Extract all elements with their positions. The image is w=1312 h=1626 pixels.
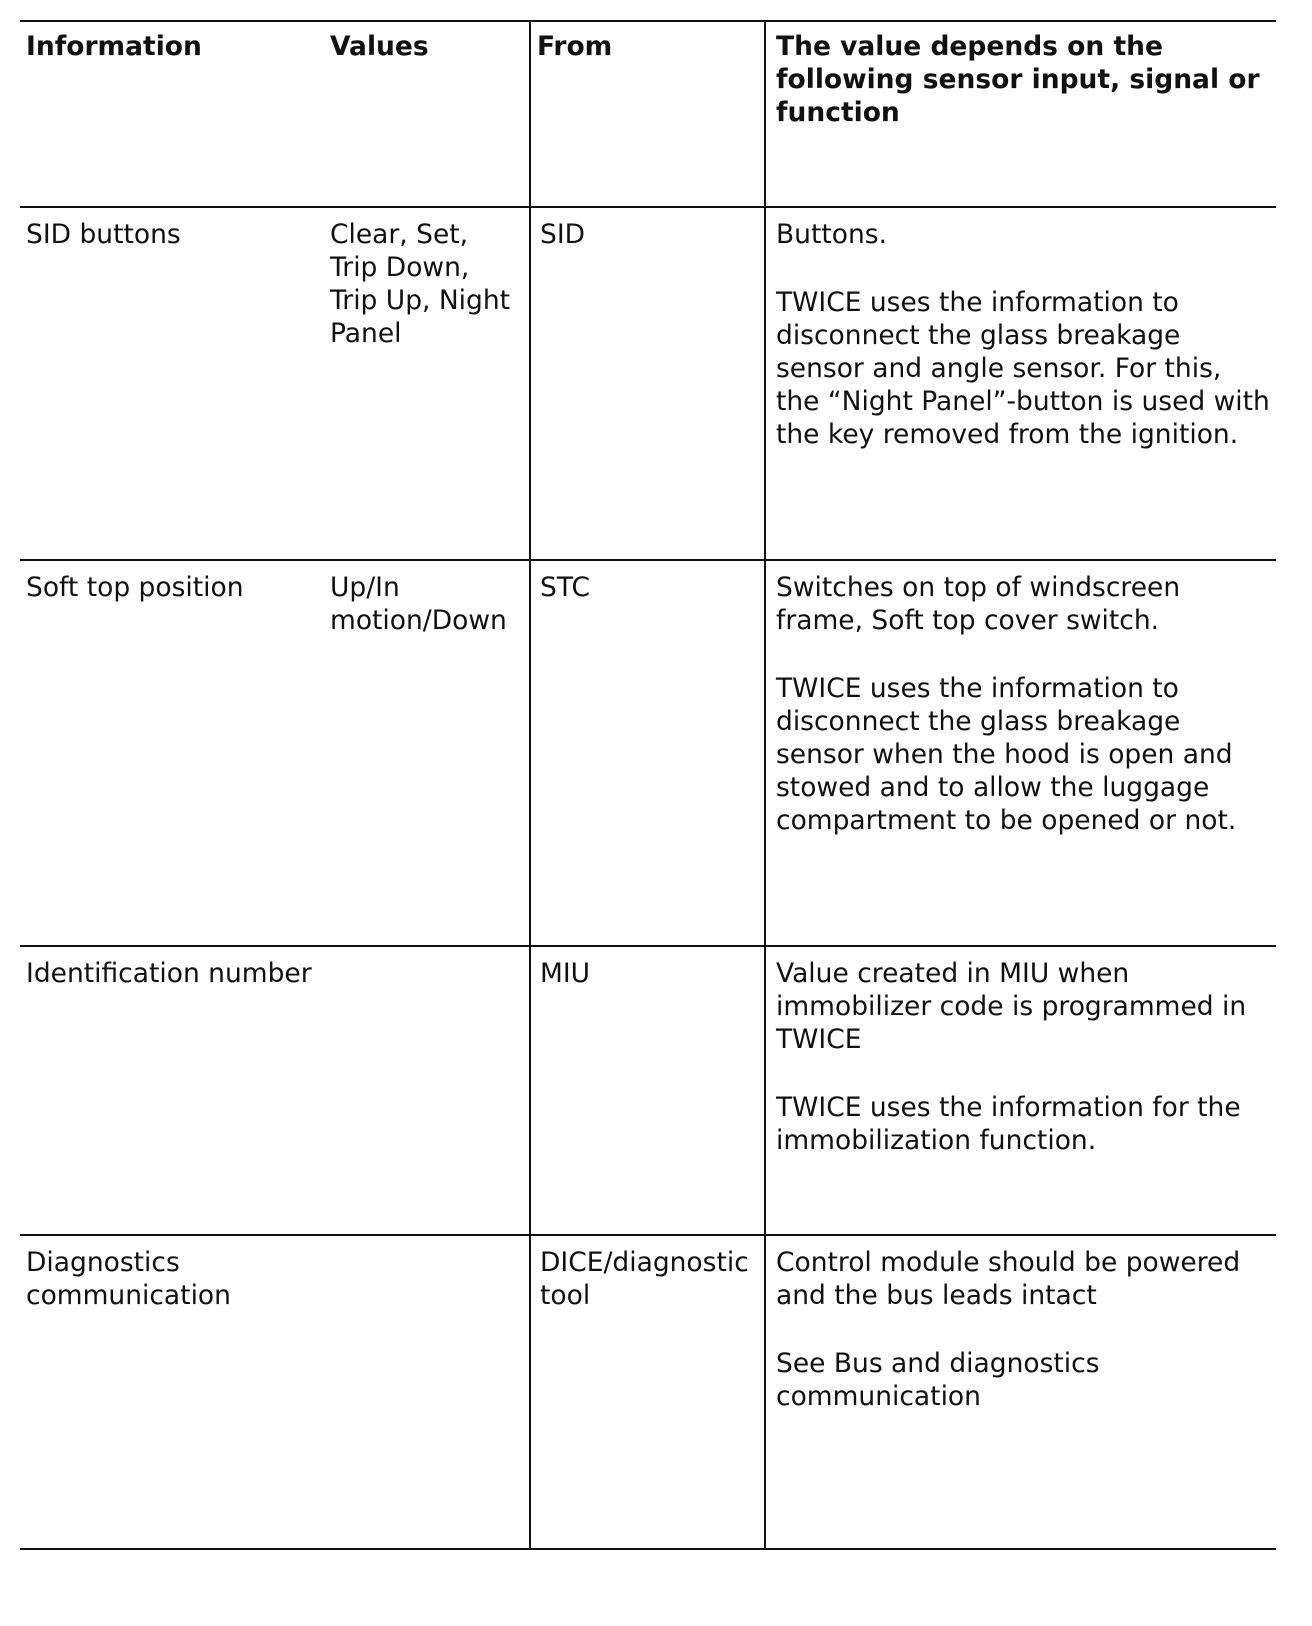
- depends-paragraph: TWICE uses the information for the immobilization function.: [776, 1092, 1241, 1156]
- header-values: Values: [330, 21, 530, 207]
- cell-depends-on: [765, 560, 1276, 946]
- cell-from: STC: [530, 560, 765, 946]
- cell-from: SID: [530, 207, 765, 560]
- cell-values: Up/In motion/Down: [330, 560, 530, 946]
- depends-paragraph: TWICE uses the information to disconnect the glass breakage sensor and angle sensor. For this, the “Night Panel”-button is used with the key removed from the ignition.: [776, 287, 1270, 450]
- cell-values: [330, 1235, 530, 1549]
- cell-information: SID buttons: [20, 207, 330, 560]
- depends-paragraph: Control module should be powered and the bus leads intact: [776, 1247, 1241, 1311]
- table-row: [20, 946, 1276, 1235]
- header-from: From: [530, 21, 765, 207]
- depends-paragraph: Buttons.: [776, 219, 887, 250]
- header-information: Information: [20, 21, 330, 207]
- header-depends-on: The value depends on the following sensor input, signal or function: [765, 21, 1276, 207]
- cell-information: Soft top position: [20, 560, 330, 946]
- cell-values: Clear, Set, Trip Down, Trip Up, Night Panel: [330, 207, 530, 560]
- depends-paragraph: Switches on top of windscreen frame, Soft top cover switch.: [776, 572, 1181, 636]
- table-row: [20, 1235, 1276, 1549]
- depends-paragraph: Value created in MIU when immobilizer code is programmed in TWICE: [776, 958, 1247, 1055]
- depends-paragraph: See Bus and diagnostics communication: [776, 1348, 1100, 1412]
- table-row: [20, 560, 1276, 946]
- depends-paragraph: TWICE uses the information to disconnect the glass breakage sensor when the hood is open and stowed and to allow the luggage compartment to be opened or not.: [776, 673, 1237, 836]
- cell-values: [330, 946, 530, 1235]
- table-header-row: [20, 21, 1276, 207]
- cell-depends-on: [765, 207, 1276, 560]
- signal-information-table: [20, 20, 1276, 1550]
- cell-from: DICE/diagnostic tool: [530, 1235, 765, 1549]
- table-row: [20, 207, 1276, 560]
- cell-depends-on: [765, 946, 1276, 1235]
- cell-depends-on: [765, 1235, 1276, 1549]
- cell-from: MIU: [530, 946, 765, 1235]
- cell-information: Identification number: [20, 946, 330, 1235]
- cell-information: Diagnostics communication: [20, 1235, 330, 1549]
